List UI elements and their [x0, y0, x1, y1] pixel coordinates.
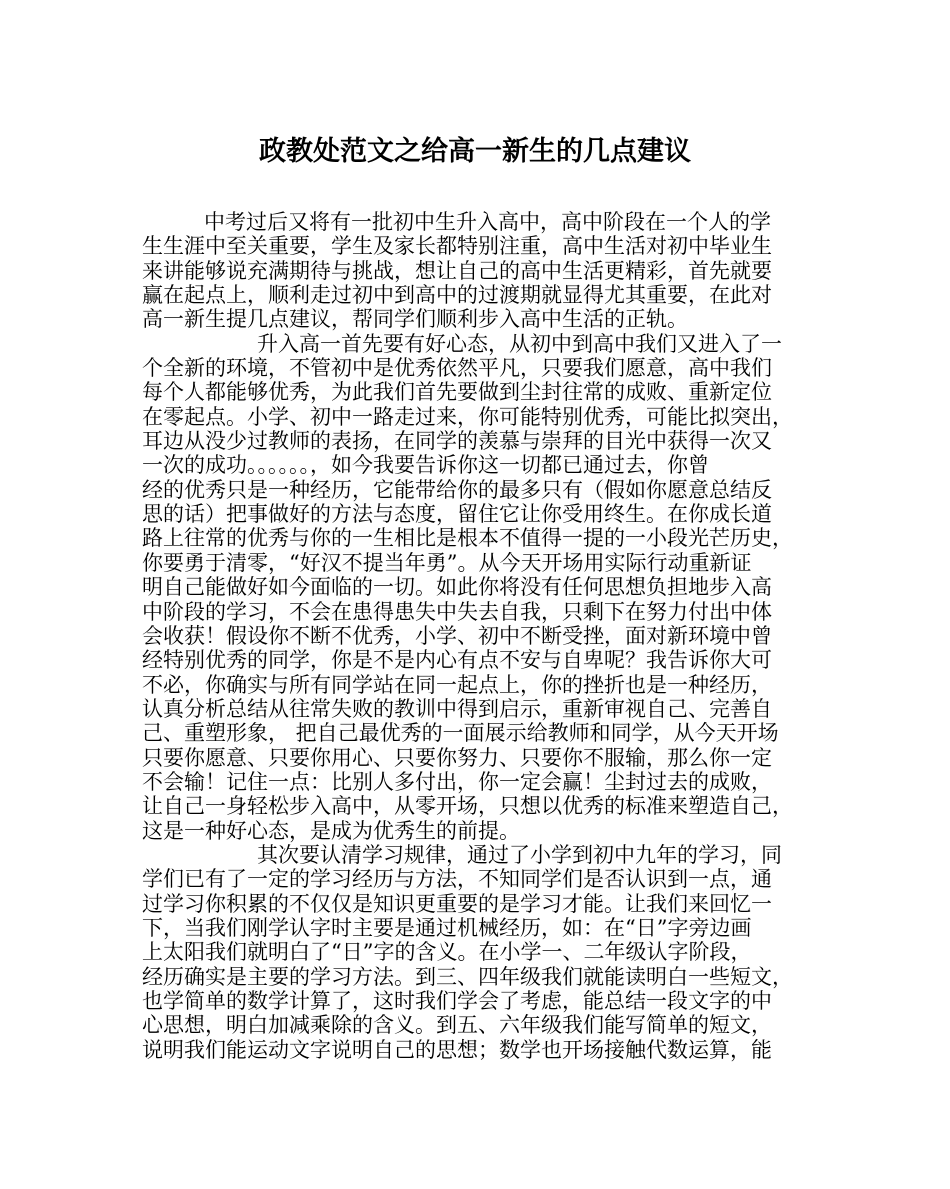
paragraph-2-line-17: 己、重塑形象， 把自己最优秀的一面展示给教师和同学，从今天开场 — [142, 721, 779, 746]
paragraph-2-line-2: 个全新的环境，不管初中是优秀依然平凡，只要我们愿意，高中我们 — [142, 356, 772, 381]
paragraph-2-line-16: 认真分析总结从往常失败的教训中得到启示，重新审视自己、完善自 — [142, 696, 772, 721]
paragraph-2-line-15: 不必，你确实与所有同学站在同一起点上，你的挫折也是一种经历， — [142, 672, 772, 697]
paragraph-2-line-4: 在零起点。小学、初中一路走过来，你可能特别优秀，可能比拟突出， — [142, 404, 793, 429]
paragraph-2-line-11: 明自己能做好如今面临的一切。如此你将没有任何思想负担地步入高 — [142, 575, 772, 600]
paragraph-2-line-10: 你要勇于清零，“好汉不提当年勇”。从今天开场用实际行动重新证 — [142, 550, 752, 575]
paragraph-3-line-9: 说明我们能运动文字说明自己的思想；数学也开场接触代数运算，能 — [142, 1037, 772, 1062]
paragraph-2-line-12: 中阶段的学习，不会在患得患失中失去自我，只剩下在努力付出中体 — [142, 599, 772, 624]
paragraph-2-line-13: 会收获！假设你不断不优秀，小学、初中不断受挫，面对新环境中曾 — [142, 623, 772, 648]
paragraph-3-line-3: 过学习你积累的不仅仅是知识更重要的是学习才能。让我们来回忆一 — [142, 891, 772, 916]
paragraph-2-line-6: 一次的成功。。。。。。，如今我要告诉你这一切都已通过去，你曾 — [142, 453, 709, 478]
paragraph-2-line-3: 每个人都能够优秀，为此我们首先要做到尘封往常的成败、重新定位 — [142, 380, 772, 405]
paragraph-3-line-7: 也学简单的数学计算了，这时我们学会了考虑，能总结一段文字的中 — [142, 989, 772, 1013]
paragraph-3-line-8: 心思想，明白加减乘除的含义。到五、六年级我们能写简单的短文， — [142, 1013, 772, 1038]
paragraph-2-line-14: 经特别优秀的同学，你是不是内心有点不安与自卑呢？我告诉你大可 — [142, 648, 772, 673]
paragraph-1-line-5: 高一新生提几点建议，帮同学们顺利步入高中生活的正轨。 — [142, 307, 688, 332]
paragraph-2-line-21: 这是一种好心态，是成为优秀生的前提。 — [142, 818, 520, 843]
paragraph-2-line-18: 只要你愿意、只要你用心、只要你努力、只要你不服输，那么你一定 — [142, 745, 772, 770]
paragraph-2-line-9: 路上往常的优秀与你的一生相比是根本不值得一提的一小段光芒历史， — [142, 526, 793, 551]
paragraph-3-line-1: 其次要认清学习规律，通过了小学到初中九年的学习，同 — [257, 842, 782, 867]
paragraph-1-line-4: 赢在起点上，顺利走过初中到高中的过渡期就显得尤其重要，在此对 — [142, 283, 772, 308]
paragraph-1-line-1: 中考过后又将有一批初中生升入高中，高中阶段在一个人的学 — [204, 210, 771, 234]
paragraph-1-line-3: 来讲能够说充满期待与挑战，想让自己的高中生活更精彩，首先就要 — [142, 258, 772, 283]
document-body — [142, 210, 822, 1062]
paragraph-2-line-5: 耳边从没少过教师的表扬，在同学的羡慕与崇拜的目光中获得一次又 — [142, 429, 772, 454]
paragraph-3-line-5: 上太阳我们就明白了“日”字的含义。在小学一、二年级认字阶段， — [142, 940, 752, 965]
paragraph-2-line-19: 不会输！记住一点：比别人多付出，你一定会赢！尘封过去的成败， — [142, 769, 772, 794]
paragraph-2-line-8: 思的话）把事做好的方法与态度，留住它让你受用终生。在你成长道 — [142, 502, 772, 527]
paragraph-3-line-6: 经历确实是主要的学习方法。到三、四年级我们就能读明白一些短文， — [142, 964, 793, 989]
paragraph-2-line-1: 升入高一首先要有好心态，从初中到高中我们又进入了一 — [257, 331, 782, 356]
document-title: 政教处范文之给高一新生的几点建议 — [259, 136, 691, 167]
paragraph-1-line-2: 生生涯中至关重要，学生及家长都特别注重，高中生活对初中毕业生 — [142, 234, 772, 259]
paragraph-3-line-4: 下，当我们刚学认字时主要是通过机械经历，如：在“日”字旁边画 — [142, 915, 752, 940]
paragraph-2-line-7: 经的优秀只是一种经历，它能带给你的最多只有（假如你愿意总结反 — [142, 477, 772, 502]
paragraph-2-line-20: 让自己一身轻松步入高中，从零开场，只想以优秀的标准来塑造自己， — [142, 794, 793, 819]
paragraph-3-line-2: 学们已有了一定的学习经历与方法，不知同学们是否认识到一点，通 — [142, 867, 772, 892]
